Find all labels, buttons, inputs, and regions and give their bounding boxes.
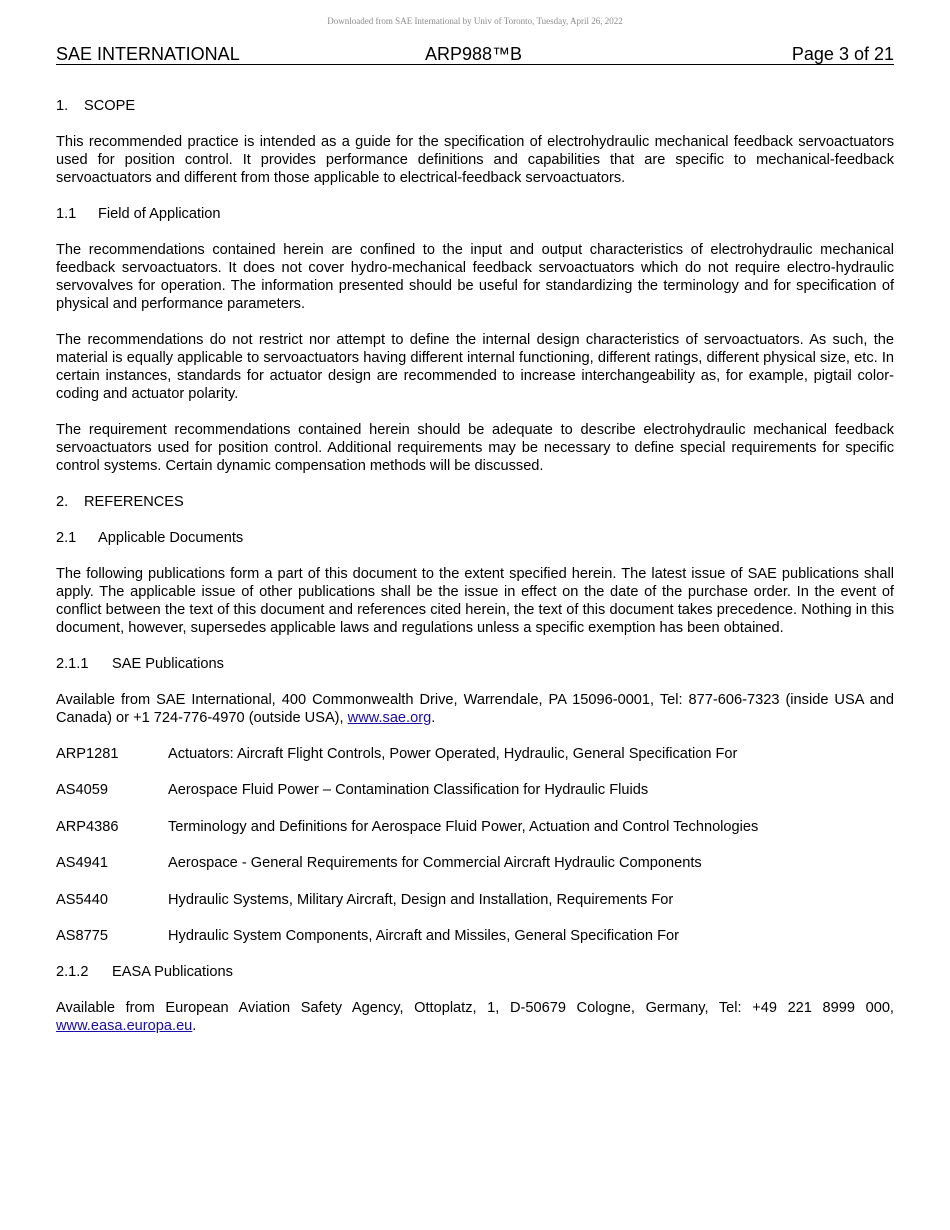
download-note: Downloaded from SAE International by Univ of Toronto, Tuesday, April 26, 2022 bbox=[327, 16, 623, 26]
header-page-number: Page 3 of 21 bbox=[791, 44, 894, 64]
easa-availability-paragraph: Available from European Aviation Safety Agency, Ottoplatz, 1, D-50679 Cologne, Germany, Tel: +49 221 8999 000, www.easa.europa.eu. bbox=[56, 1000, 894, 1035]
reference-item: ARP4386 Terminology and Definitions for Aerospace Fluid Power, Actuation and Control Technologies bbox=[56, 818, 759, 835]
sae-availability-paragraph: Available from SAE International, 400 Commonwealth Drive, Warrendale, PA 15096-0001, Tel: 877-606-7323 (inside USA and Canada) or +1 724-776-4970 (outside USA), www.sae.org. bbox=[56, 692, 894, 726]
applicable-docs-paragraph: The following publications form a part of this document to the extent specified herein. The latest issue of SAE publications shall apply. The applicable issue of other publications shall be the issue in effect on the date of the purchase order. In the event of conflict between the text of this document and references cited herein, the text of this document takes precedence. Nothing in this document, however, supersedes applicable laws and regulations unless a specific exemption has been obtained. bbox=[56, 566, 894, 636]
reference-item: ARP1281 Actuators: Aircraft Flight Controls, Power Operated, Hydraulic, General Specification For bbox=[56, 746, 738, 762]
header-org: SAE INTERNATIONAL bbox=[56, 44, 240, 64]
easa-link[interactable]: www.easa.europa.eu bbox=[56, 1018, 193, 1035]
header-doc-id: ARP988™B bbox=[425, 44, 523, 64]
section-2-heading: 2. REFERENCES bbox=[56, 494, 184, 510]
reference-item: AS4059 Aerospace Fluid Power – Contamination Classification for Hydraulic Fluids bbox=[56, 782, 649, 799]
reference-list bbox=[56, 745, 894, 945]
section-1-1-heading: 1.1 Field of Application bbox=[56, 206, 221, 222]
document-body bbox=[56, 97, 894, 1053]
section-2-1-2-heading: 2.1.2 EASA Publications bbox=[56, 964, 233, 981]
field-paragraph-3: The requirement recommendations contained herein should be adequate to describe electrohydraulic mechanical feedback servoactuators used for position control. Additional requirements may be necessary to define special requirements for specific control systems. Certain dynamic compensation methods will be discussed. bbox=[56, 422, 894, 474]
field-paragraph-1: The recommendations contained herein are confined to the input and output characteristics of electrohydraulic mechanical feedback servoactuators. It does not cover hydro-mechanical feedback servoactuators which do not require electro-hydraulic servovalves for operation. The information presented should be useful for standardizing the terminology and for specification of physical and performance parameters. bbox=[56, 242, 894, 312]
reference-item: AS8775 Hydraulic System Components, Aircraft and Missiles, General Specification For bbox=[56, 927, 679, 944]
section-1-heading: 1. SCOPE bbox=[56, 98, 136, 114]
sae-link[interactable]: www.sae.org bbox=[347, 710, 432, 726]
scope-paragraph: This recommended practice is intended as a guide for the specification of electrohydraulic mechanical feedback servoactuators used for position control. It provides performance definitions and capabilities that are specific to mechanical-feedback servoactuators and different from those applicable to electrical-feedback servoactuators. bbox=[56, 134, 894, 186]
section-2-1-1-heading: 2.1.1 SAE Publications bbox=[56, 656, 224, 672]
page-header bbox=[56, 44, 894, 65]
reference-item: AS5440 Hydraulic Systems, Military Aircraft, Design and Installation, Requirements For bbox=[56, 891, 674, 908]
section-2-1-heading: 2.1 Applicable Documents bbox=[56, 530, 244, 546]
field-paragraph-2: The recommendations do not restrict nor attempt to define the internal design characteristics of servoactuators. As such, the material is equally applicable to servoactuators having different internal functioning, different ratings, different physical size, etc. In certain instances, standards for actuator design are recommended to increase interchangeability as, for example, pigtail color-coding and actuator polarity. bbox=[56, 332, 894, 402]
reference-item: AS4941 Aerospace - General Requirements for Commercial Aircraft Hydraulic Components bbox=[56, 855, 702, 872]
